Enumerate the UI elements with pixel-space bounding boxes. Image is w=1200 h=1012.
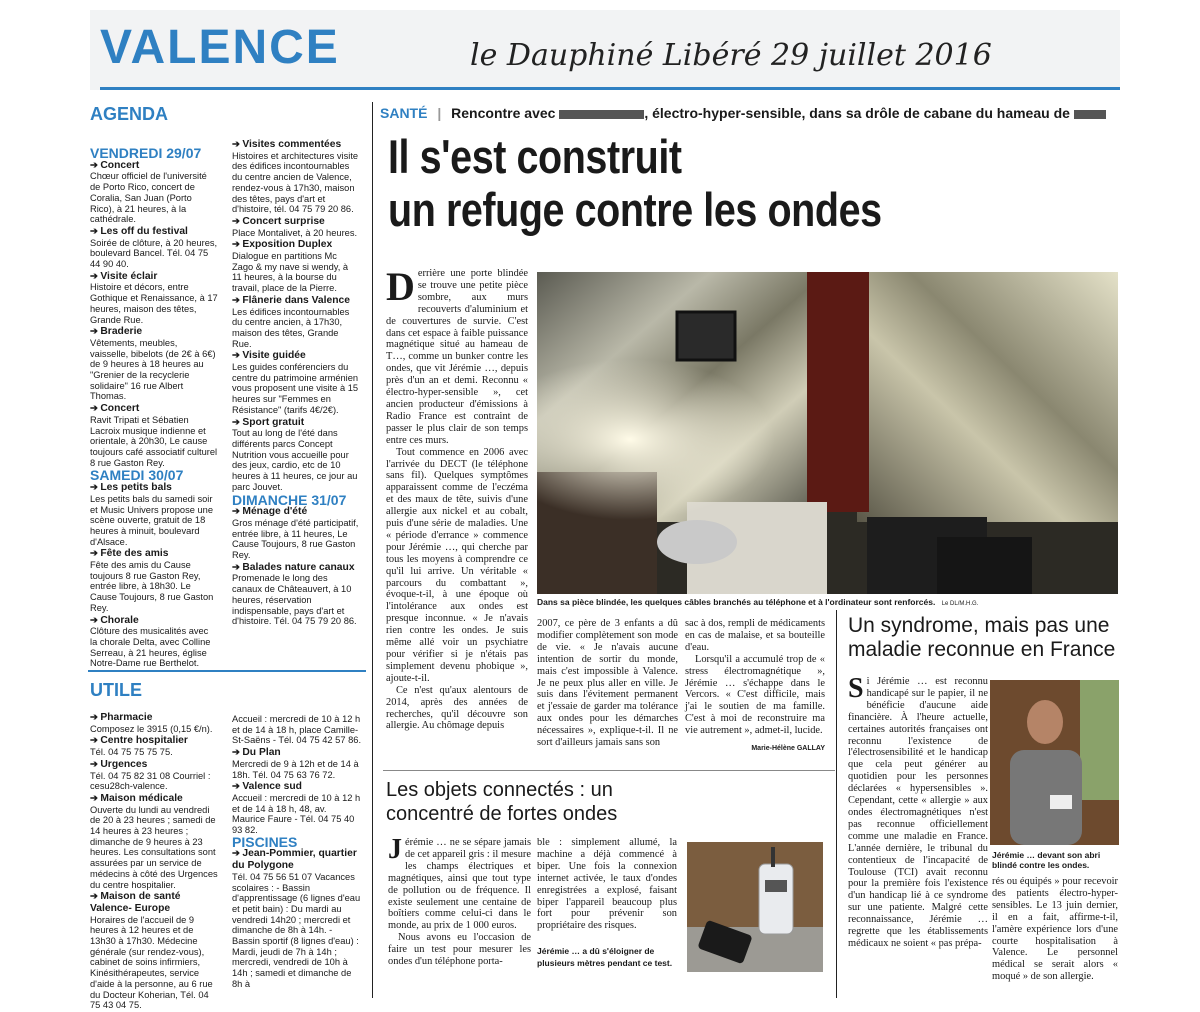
box-rule [383, 770, 835, 771]
headline-line-2: un refuge contre les ondes [388, 183, 882, 236]
drop-cap: S [848, 673, 864, 704]
syndrome-caption: Jérémie … devant son abri blindé contre les ondes. [992, 850, 1101, 870]
arrow-icon: ➔ [90, 548, 101, 559]
agenda-item-name: Ménage d'été [242, 506, 308, 518]
utile-item-name: Centre hospitalier [100, 735, 188, 747]
agenda-item-name: Balades nature canaux [242, 561, 355, 573]
column-divider [372, 102, 373, 998]
agenda-column-2 [232, 139, 360, 628]
objets-col1-p2: Nous avons eu l'occasion de faire un test pour mesurer les ondes d'un téléphone porta- [388, 932, 531, 968]
arrow-icon: ➔ [232, 239, 243, 250]
utile-item [232, 833, 362, 850]
agenda-day-heading: SAMEDI 30/07 [90, 467, 184, 484]
agenda-item-text: Histoire et décors, entre Gothique et Renaissance, à 17 heures, maison des têtes, Grande Rue. [90, 282, 218, 325]
agenda-item [232, 417, 360, 493]
utile-column-2 [232, 714, 362, 998]
agenda-item-name: Braderie [100, 326, 143, 338]
objets-caption: Jérémie … a dû s'éloigner de plusieurs mètres pendant ce test. [537, 946, 673, 969]
arrow-icon: ➔ [90, 891, 101, 902]
arrow-icon: ➔ [232, 747, 243, 758]
arrow-icon: ➔ [232, 781, 243, 792]
agenda-item [90, 482, 218, 547]
redaction-mark [559, 110, 644, 119]
agenda-item [90, 271, 218, 326]
syndrome-column-1 [848, 673, 988, 950]
agenda-item-text: Dialogue en partitions Mc Zago & my nave si wendy, à 11 heures, à la bourse du travail, place de la Pierre. [232, 251, 349, 294]
utile-item-name: Maison médicale [100, 792, 183, 804]
agenda-column-1 [90, 146, 218, 670]
agenda-item-text: Promenade le long des canaux de Châteauvert, à 10 heures, réservation indispensable, pays d'art et d'histoire. Tél. 04 75 79 20 86. [232, 573, 357, 627]
agenda-item-name: Concert [100, 403, 140, 415]
kicker-text-b: , électro-hyper-sensible, dans sa drôle de cabane du hameau de [644, 105, 1074, 121]
agenda-item-text: Gros ménage d'été participatif, entrée libre, à 11 heures, Le Cause Toujours, 8 rue Gaston Rey. [232, 517, 359, 561]
article-col1-p3: Ce n'est qu'aux alentours de 2014, après des années de recherches, qu'il découvre son allergie. Au chômage depuis [386, 684, 528, 732]
agenda-item-text: Ravit Tripati et Sébatien Lacroix musique indienne et orientale, à 20h30, Le cause toujours café associatif culturel 8 rue Gaston Rey. [90, 414, 218, 468]
utile-item-text: Accueil : mercredi de 10 à 12 h et de 14 à 18 h, place Camille-St-Saëns - Tél. 04 75 42 57 86. [232, 714, 362, 746]
arrow-icon: ➔ [90, 712, 101, 722]
article-column-2 [537, 618, 678, 749]
agenda-title: AGENDA [90, 104, 169, 124]
section-city-title: VALENCE [100, 21, 340, 74]
agenda-day-heading: DIMANCHE 31/07 [232, 491, 347, 508]
kicker-divider: | [437, 105, 442, 121]
redaction-mark [1074, 110, 1106, 119]
photo-caption-text: Dans sa pièce blindée, les quelques câbles branchés au téléphone et à l'ordinateur sont renforcés. [537, 597, 936, 607]
agenda-item-text: Les petits bals du samedi soir et Music Univers propose une scène ouverte, gratuit de 18 heures à minuit, boulevard d'Alsace. [90, 493, 213, 547]
arrow-icon: ➔ [232, 848, 243, 859]
arrow-icon: ➔ [232, 139, 243, 149]
objets-photo [687, 842, 823, 972]
article-col1-p2: Tout commence en 2006 avec l'arrivée du DECT (le téléphone sans fil). Quelques symptômes apparaissent comme de l'eczéma et des maux de tête, suivis d'une allergie aux nickel et au cobalt, puis d'une série de maladies. Une « période d'errance » commence pour Jérémie …, qui cherche par tous les moyens à comprendre ce qu'il lui arrive. Un véritable « parcours du combattant », évoque-t-il, à une époque où l'intolérance aux ondes est presque inconnue. « Je n'avais rien contre les ondes. Je suis même allé voir un psychiatre pour vérifier si je n'étais pas simplement devenu phobique », ajoute-t-il. [386, 446, 528, 684]
agenda-item-name: Les off du festival [100, 225, 188, 237]
article-photo [537, 272, 1118, 594]
syndrome-col2-text: rés ou équipés » pour recevoir des patients électro-hyper-sensibles. Le 13 juin dernier, il en a fait, affirme-t-il, l'amère expérience lors d'une courte hospitalisation à Valence. Le personnel médical se serait alors « moqué » de son allergie. [992, 876, 1118, 983]
utile-section-heading: PISCINES [232, 833, 298, 850]
em-meter-photo [687, 842, 823, 972]
utile-column-1 [90, 712, 218, 1012]
objets-column-1 [388, 834, 531, 968]
utile-item-name: Du Plan [242, 747, 281, 759]
agenda-item [232, 350, 360, 415]
arrow-icon: ➔ [90, 735, 101, 746]
agenda-item [232, 139, 360, 215]
utile-item-text: Composez le 3915 (0,15 €/n). [90, 723, 213, 734]
agenda-item [232, 216, 360, 238]
utile-item [90, 793, 218, 890]
arrow-icon: ➔ [90, 159, 101, 170]
arrow-icon: ➔ [90, 792, 101, 803]
agenda-item-name: Visite guidée [242, 350, 306, 362]
agenda-item-name: Les petits bals [100, 482, 172, 494]
byline: Marie-Hélène GALLAY [751, 745, 825, 753]
agenda-item-text: Les guides conférenciers du centre du patrimoine arménien vous proposent une visite à 15 heures sur "Femmes en Résistance" (tarifs 4€/2€). [232, 362, 359, 415]
utile-item-text: Accueil : mercredi de 10 à 12 h et de 14 à 18 h, 48, av. Maurice Faure - Tél. 04 75 40 93 82. [232, 792, 361, 836]
objets-title: Les objets connectés : un concentré de fortes ondes [386, 779, 618, 825]
article-kicker [380, 105, 1106, 121]
agenda-item [90, 326, 218, 402]
agenda-item [232, 295, 360, 350]
agenda-item-name: Fête des amis [100, 548, 169, 560]
objets-column-2 [537, 837, 677, 970]
arrow-icon: ➔ [90, 326, 101, 337]
utile-item-text: Horaires de l'accueil de 9 heures à 12 heures et de 13h30 à 17h30. Médecine générale (sur rendez-vous), cabinet de soins infirmiers, Kinésithérapeutes, service d'aide à la personne, au 6 rue du Docteur Koherian, Tél. 04 75 43 04 75. [90, 914, 213, 1011]
article-column-3 [685, 618, 825, 755]
utile-item [90, 735, 218, 757]
syndrome-col1-text: i Jérémie … est reconnu handicapé sur le papier, il ne bénéficie d'aucune aide financière. À l'heure actuelle, certaines autorités françaises ont reconnu l'existence de l'électrosensibilité et le handicap que cela peut générer au quotidien pour les personnes déclarées « hypersensibles ». Cependant, cette « allergie » aux ondes électromagnétiques n'est pas reconnue officiellement comme une maladie en France. L'année dernière, le tribunal du contentieux de l'incapacité de Toulouse (TCI) avait reconnu pour la première fois l'existence d'un handicap lié à ce syndrome sur une patiente. Malgré cette reconnaissance, Jérémie … regrette que les établissements médicaux ne soient « pas prépa- [848, 676, 988, 949]
article-column-1 [386, 264, 528, 732]
agenda-item-text: Tout au long de l'été dans différents parcs Concept Nutrition vous accueille pour des jeux, cardio, etc de 10 heures à 11 heures, ce jour au parc Jouvet. [232, 428, 358, 492]
syndrome-title: Un syndrome, mais pas une maladie reconnue en France [848, 614, 1116, 661]
agenda-item-text: Histoires et architectures visite des édifices incontournables du centre ancien de Valence, rendez-vous à 17h30, maison des têtes, pays d'art et d'histoire, tél. 04 75 79 20 86. [232, 150, 359, 215]
agenda-item-name: Visite éclair [100, 270, 158, 282]
article-headline [388, 130, 1144, 236]
masthead-rule [100, 87, 1120, 90]
utile-item-text: Tél. 04 75 75 75 75. [90, 747, 173, 758]
drop-cap: D [386, 264, 415, 309]
utile-rule [88, 670, 366, 672]
arrow-icon: ➔ [232, 416, 243, 427]
agenda-item-text: Chœur officiel de l'université de Porto Rico, concert de Coralia, San Juan (Porto Rico), à 21 heures, à la cathédrale. [90, 171, 207, 225]
column-divider [836, 610, 837, 998]
photo-credit: Le DL/M.H.G. [941, 601, 979, 607]
article-col3-p1: sac à dos, rempli de médicaments en cas de malaise, et sa bouteille d'eau. [685, 618, 825, 653]
agenda-item [232, 562, 360, 627]
article-col1-p1: errière une porte blindée se trouve une petite pièce sombre, aux murs recouverts d'aluminium et de couvertures de survie. C'est dans cet espace à faible puissance magnétique situé au hameau de T…, comme un bunker contre les ondes, que vit Jérémie …, depuis près d'un an et demi. Reconnu « électro-hyper-sensible », cet ancien producteur d'émissions à Radio France est contraint de passer le plus clair de son temps entre ces murs. [386, 268, 528, 446]
objets-col1-p1: érémie … ne se sépare jamais de cet appareil gris : il mesure les champs électriques et magnétiques, ainsi que tout type de pollution ou de fréquence. Il existe seulement une centaine de boîtiers comme celui-ci dans le monde, au prix de 1 000 euros. [388, 837, 531, 932]
agenda-item [90, 226, 218, 270]
utile-item-name: Jean-Pommier, quartier du Polygone [232, 848, 357, 872]
utile-item [232, 848, 362, 989]
article-col3-p2: Lorsqu'il a accumulé trop de « stress électromagnétique », Jérémie … s'échappe dans le Vercors. « C'est difficile, mais j'ai le soutien de ma famille. C'est à moi de reconstruire ma vie autrement », admet-il, lucide. [685, 653, 825, 737]
agenda-item-text: Les édifices incontournables du centre ancien, à 17h30, maison des têtes, Grande Rue. [232, 306, 350, 349]
arrow-icon: ➔ [90, 758, 101, 769]
kicker-text-a: Rencontre avec [451, 105, 560, 121]
arrow-icon: ➔ [90, 482, 101, 493]
refuge-room-photo [537, 272, 1118, 594]
agenda-item-name: Exposition Duplex [242, 239, 333, 251]
syndrome-photo [990, 680, 1119, 845]
drop-cap: J [388, 834, 402, 865]
agenda-item-name: Chorale [100, 614, 139, 626]
agenda-item [90, 548, 218, 613]
utile-item-text: Mercredi de 9 à 12h et de 14 à 18h. Tél. 04 75 63 76 72. [232, 758, 359, 780]
utile-item [232, 714, 362, 746]
arrow-icon: ➔ [232, 215, 243, 226]
utile-item-name: Urgences [100, 758, 148, 770]
arrow-icon: ➔ [232, 561, 243, 572]
agenda-item [90, 615, 218, 670]
agenda-item-text: Clôture des musicalités avec la chorale Delta, avec Colline Serreau, à 21 heures, église Notre-Dame rue Berthelot. [90, 626, 211, 669]
agenda-item-text: Place Montalivet, à 20 heures. [232, 227, 358, 238]
arrow-icon: ➔ [90, 614, 101, 625]
headline-line-1: Il s'est construit [388, 130, 682, 183]
agenda-item-name: Concert surprise [242, 215, 325, 227]
handwritten-annotation: le Dauphiné Libéré 29 juillet 2016 [470, 38, 992, 73]
utile-item-name: Maison de santé Valence- Europe [90, 891, 181, 914]
objets-col2-p1: ble : simplement allumé, la machine a déjà commencé à biper. Une fois la connexion internet activée, le taux d'ondes enregistrées a explosé, faisant biper l'appareil beaucoup plus fort pour prévenir son propriétaire des risques. [537, 837, 677, 932]
utile-item [90, 759, 218, 792]
utile-item-name: Valence sud [242, 781, 302, 793]
agenda-item-name: Concert [100, 159, 140, 171]
arrow-icon: ➔ [90, 225, 101, 236]
agenda-item [90, 403, 218, 468]
utile-item-text: Ouverte du lundi au vendredi de 20 à 23 heures ; samedi de 14 heures à 23 heures ; dimanche de 9 heures à 23 heures. Les consultations sont assurées par un service de médecins à côté des Urgences du centre hospitalier. [90, 804, 218, 890]
utile-title: UTILE [90, 680, 142, 700]
arrow-icon: ➔ [232, 506, 243, 517]
utile-item-name: Pharmacie [100, 712, 153, 723]
portrait-photo [990, 680, 1119, 845]
agenda-item [232, 506, 360, 561]
utile-item [90, 712, 218, 734]
utile-item [232, 781, 362, 836]
utile-item-text: Tél. 04 75 82 31 08 Courriel : cesu28ch-valence. [90, 770, 211, 792]
arrow-icon: ➔ [90, 403, 101, 414]
utile-item [232, 747, 362, 780]
arrow-icon: ➔ [232, 294, 243, 305]
agenda-item [90, 160, 218, 225]
agenda-item-text: Soirée de clôture, à 20 heures, boulevard Bancel. Tél. 04 75 44 90 40. [90, 237, 218, 270]
utile-item [90, 891, 218, 1011]
agenda-item [232, 239, 360, 294]
agenda-item-name: Flânerie dans Valence [242, 294, 350, 306]
syndrome-column-2 [992, 876, 1118, 983]
arrow-icon: ➔ [232, 350, 243, 361]
agenda-day-heading: VENDREDI 29/07 [90, 145, 202, 161]
photo-caption [537, 597, 1118, 607]
section-tag: SANTÉ [380, 105, 428, 121]
utile-item-text: Tél. 04 75 56 51 07 Vacances scolaires : - Bassin d'apprentissage (6 lignes d'eau et petit bain) : Du mardi au vendredi 14h20 ; mercredi et dimanche de 8h à 14h. - Bassin sportif (8 lignes d'eau) : Mardi, jeudi de 7h à 14h ; mercredi, vendredi de 10h à 14h ; samedi et dimanche de 8h à [232, 871, 361, 989]
agenda-item-name: Visites commentées [242, 139, 342, 150]
agenda-item-text: Vêtements, meubles, vaisselle, bibelots (de 2€ à 6€) de 9 heures à 18 heures au "Grenier de la recyclerie solidaire" 16 rue Albert Thomas. [90, 337, 216, 402]
arrow-icon: ➔ [90, 270, 101, 281]
agenda-item-text: Fête des amis du Cause toujours 8 rue Gaston Rey, entrée libre, à 18h30. Le Cause Toujours, 8 rue Gaston Rey. [90, 560, 214, 613]
agenda-item-name: Sport gratuit [242, 416, 305, 428]
article-col2-text: 2007, ce père de 3 enfants a dû modifier complètement son mode de vie. « Je n'avais aucune intention de sortir du monde, mais c'est impossible à Valence. Je ne peux plus aller en ville. Je suis dans l'évitement permanent et j'essaie de garder ma tolérance aux ondes pour les démarches nécessaires », explique-t-il. Il ne sort d'ailleurs jamais sans son [537, 618, 678, 749]
